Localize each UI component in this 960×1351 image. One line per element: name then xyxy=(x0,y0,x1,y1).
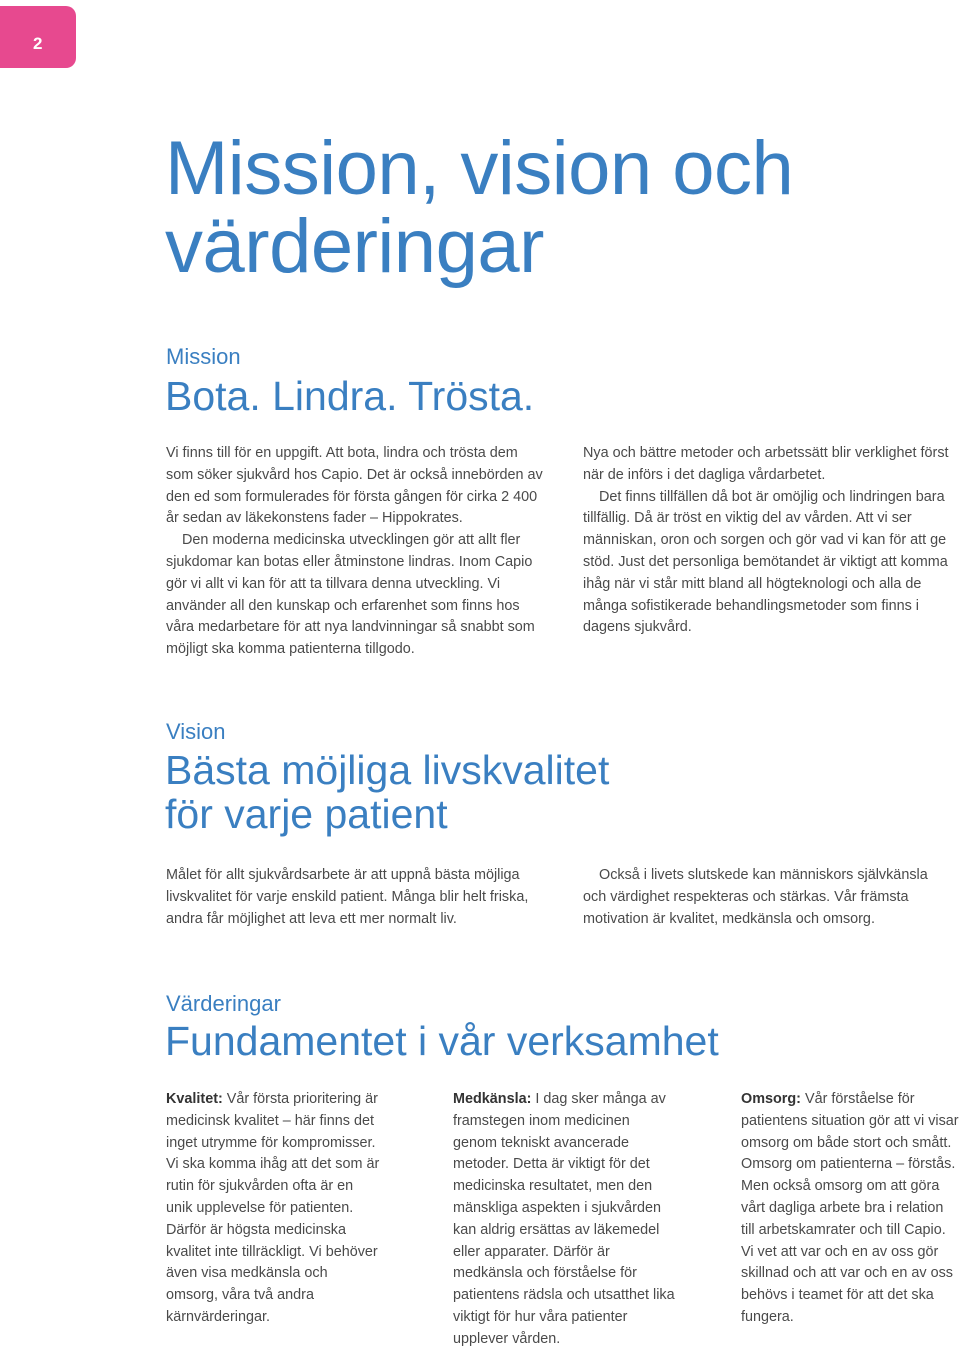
vision-heading-line-2: för varje patient xyxy=(165,791,448,837)
value-quality-paragraph xyxy=(166,1089,382,1329)
value-care-title: Omsorg: xyxy=(741,1091,801,1107)
vision-label: Vision xyxy=(166,719,226,744)
value-care-text: Vår förståelse för patientens situation gör att vi visar omsorg om både stort och smått. Omsorg om patienterna – förstås. Men också omsorg om att göra vårt dagliga arbete bra i relation till arbetskamrater och till Capio. Vi vet att var och en av oss gör skillnad och att var och en av oss behövs i teamet för att det ska fungera. xyxy=(741,1091,959,1325)
page-title-line-1: Mission, vision och xyxy=(165,126,794,211)
value-quality-column xyxy=(166,1089,382,1329)
value-compassion-text: I dag sker många av framstegen inom medicinen genom tekniskt avancerade metoder. Detta är viktigt för det medicinska resultatet, men den mänskliga aspekten i sjukvården kan aldrig ersättas av läkemedel eller apparater. Därför är medkänsla och förståelse för patientens rädsla och utsatthet lika viktigt för hur våra patienter upplever vården. xyxy=(453,1091,675,1347)
page-number: 2 xyxy=(33,34,43,53)
value-care-column xyxy=(741,1089,959,1329)
page-number-tab xyxy=(0,6,76,68)
mission-left-column xyxy=(166,443,546,661)
mission-heading xyxy=(165,374,534,418)
mission-left-paragraph-1: Vi finns till för en uppgift. Att bota, lindra och trösta dem som söker sjukvård hos Capio. Det är också innebörden av den ed som formulerades för första gången för cirka 2 400 år sedan av läkekonstens fader – Hippokrates. xyxy=(166,445,543,527)
value-care-paragraph xyxy=(741,1089,959,1329)
vision-right-paragraph: Också i livets slutskede kan människors självkänsla och värdighet respekteras och stärkas. Vår främsta motivation är kvalitet, medkänsla och omsorg. xyxy=(583,867,928,927)
value-quality-text: Vår första prioritering är medicinsk kvalitet – här finns det inget utrymme för kompromisser. Vi ska komma ihåg att det som är rutin för sjukvården ofta är en unik upplevelse för patienten. Därför är högsta medicinska kvalitet inte tillräckligt. Vi behöver även visa medkänsla och omsorg, våra två andra kärnvärderingar. xyxy=(166,1091,380,1325)
vision-heading-line-1: Bästa möjliga livskvalitet xyxy=(165,747,610,793)
values-heading xyxy=(165,1019,719,1063)
vision-right-column xyxy=(583,865,949,930)
value-compassion-title: Medkänsla: xyxy=(453,1091,532,1107)
mission-label: Mission xyxy=(166,344,241,369)
vision-heading xyxy=(165,748,609,836)
value-compassion-paragraph xyxy=(453,1089,677,1351)
page-title-line-2: värderingar xyxy=(165,204,544,289)
value-compassion-column xyxy=(453,1089,677,1351)
vision-left-paragraph: Målet för allt sjukvårdsarbete är att uppnå bästa möjliga livskvalitet för varje enskild patient. Många blir helt friska, andra får möjlighet att leva ett mer normalt liv. xyxy=(166,867,529,927)
values-label: Värderingar xyxy=(166,991,281,1016)
mission-right-paragraph-2: Det finns tillfällen då bot är omöjlig och lindringen bara tillfällig. Då är tröst en viktig del av vården. Att vi ser människan, oron och sorgen och gör vad vi kan för att ge stöd. Just det personliga bemötandet är viktigt att komma ihåg när vi står mitt bland all högteknologi och alla de många sofistikerade behandlingsmetoder som finns i dagens sjukvård. xyxy=(583,488,948,636)
values-heading-text: Fundamentet i vår verksamhet xyxy=(165,1018,719,1064)
mission-right-paragraph-1: Nya och bättre metoder och arbetssätt blir verklighet först när de införs i det dagliga vårdarbetet. xyxy=(583,445,949,483)
value-quality-title: Kvalitet: xyxy=(166,1091,223,1107)
page-title xyxy=(165,126,925,289)
vision-left-column xyxy=(166,865,550,930)
mission-right-column xyxy=(583,443,959,639)
mission-heading-text: Bota. Lindra. Trösta. xyxy=(165,373,535,419)
mission-left-paragraph-2: Den moderna medicinska utvecklingen gör att allt fler sjukdomar kan botas eller åtminstone lindras. Inom Capio gör vi allt vi kan för att ta tillvara denna utveckling. Vi använder all den kunskap och erfarenhet som finns hos våra medarbetare för att nya landvinningar så snabbt som möjligt ska komma patienterna tillgodo. xyxy=(166,532,535,658)
